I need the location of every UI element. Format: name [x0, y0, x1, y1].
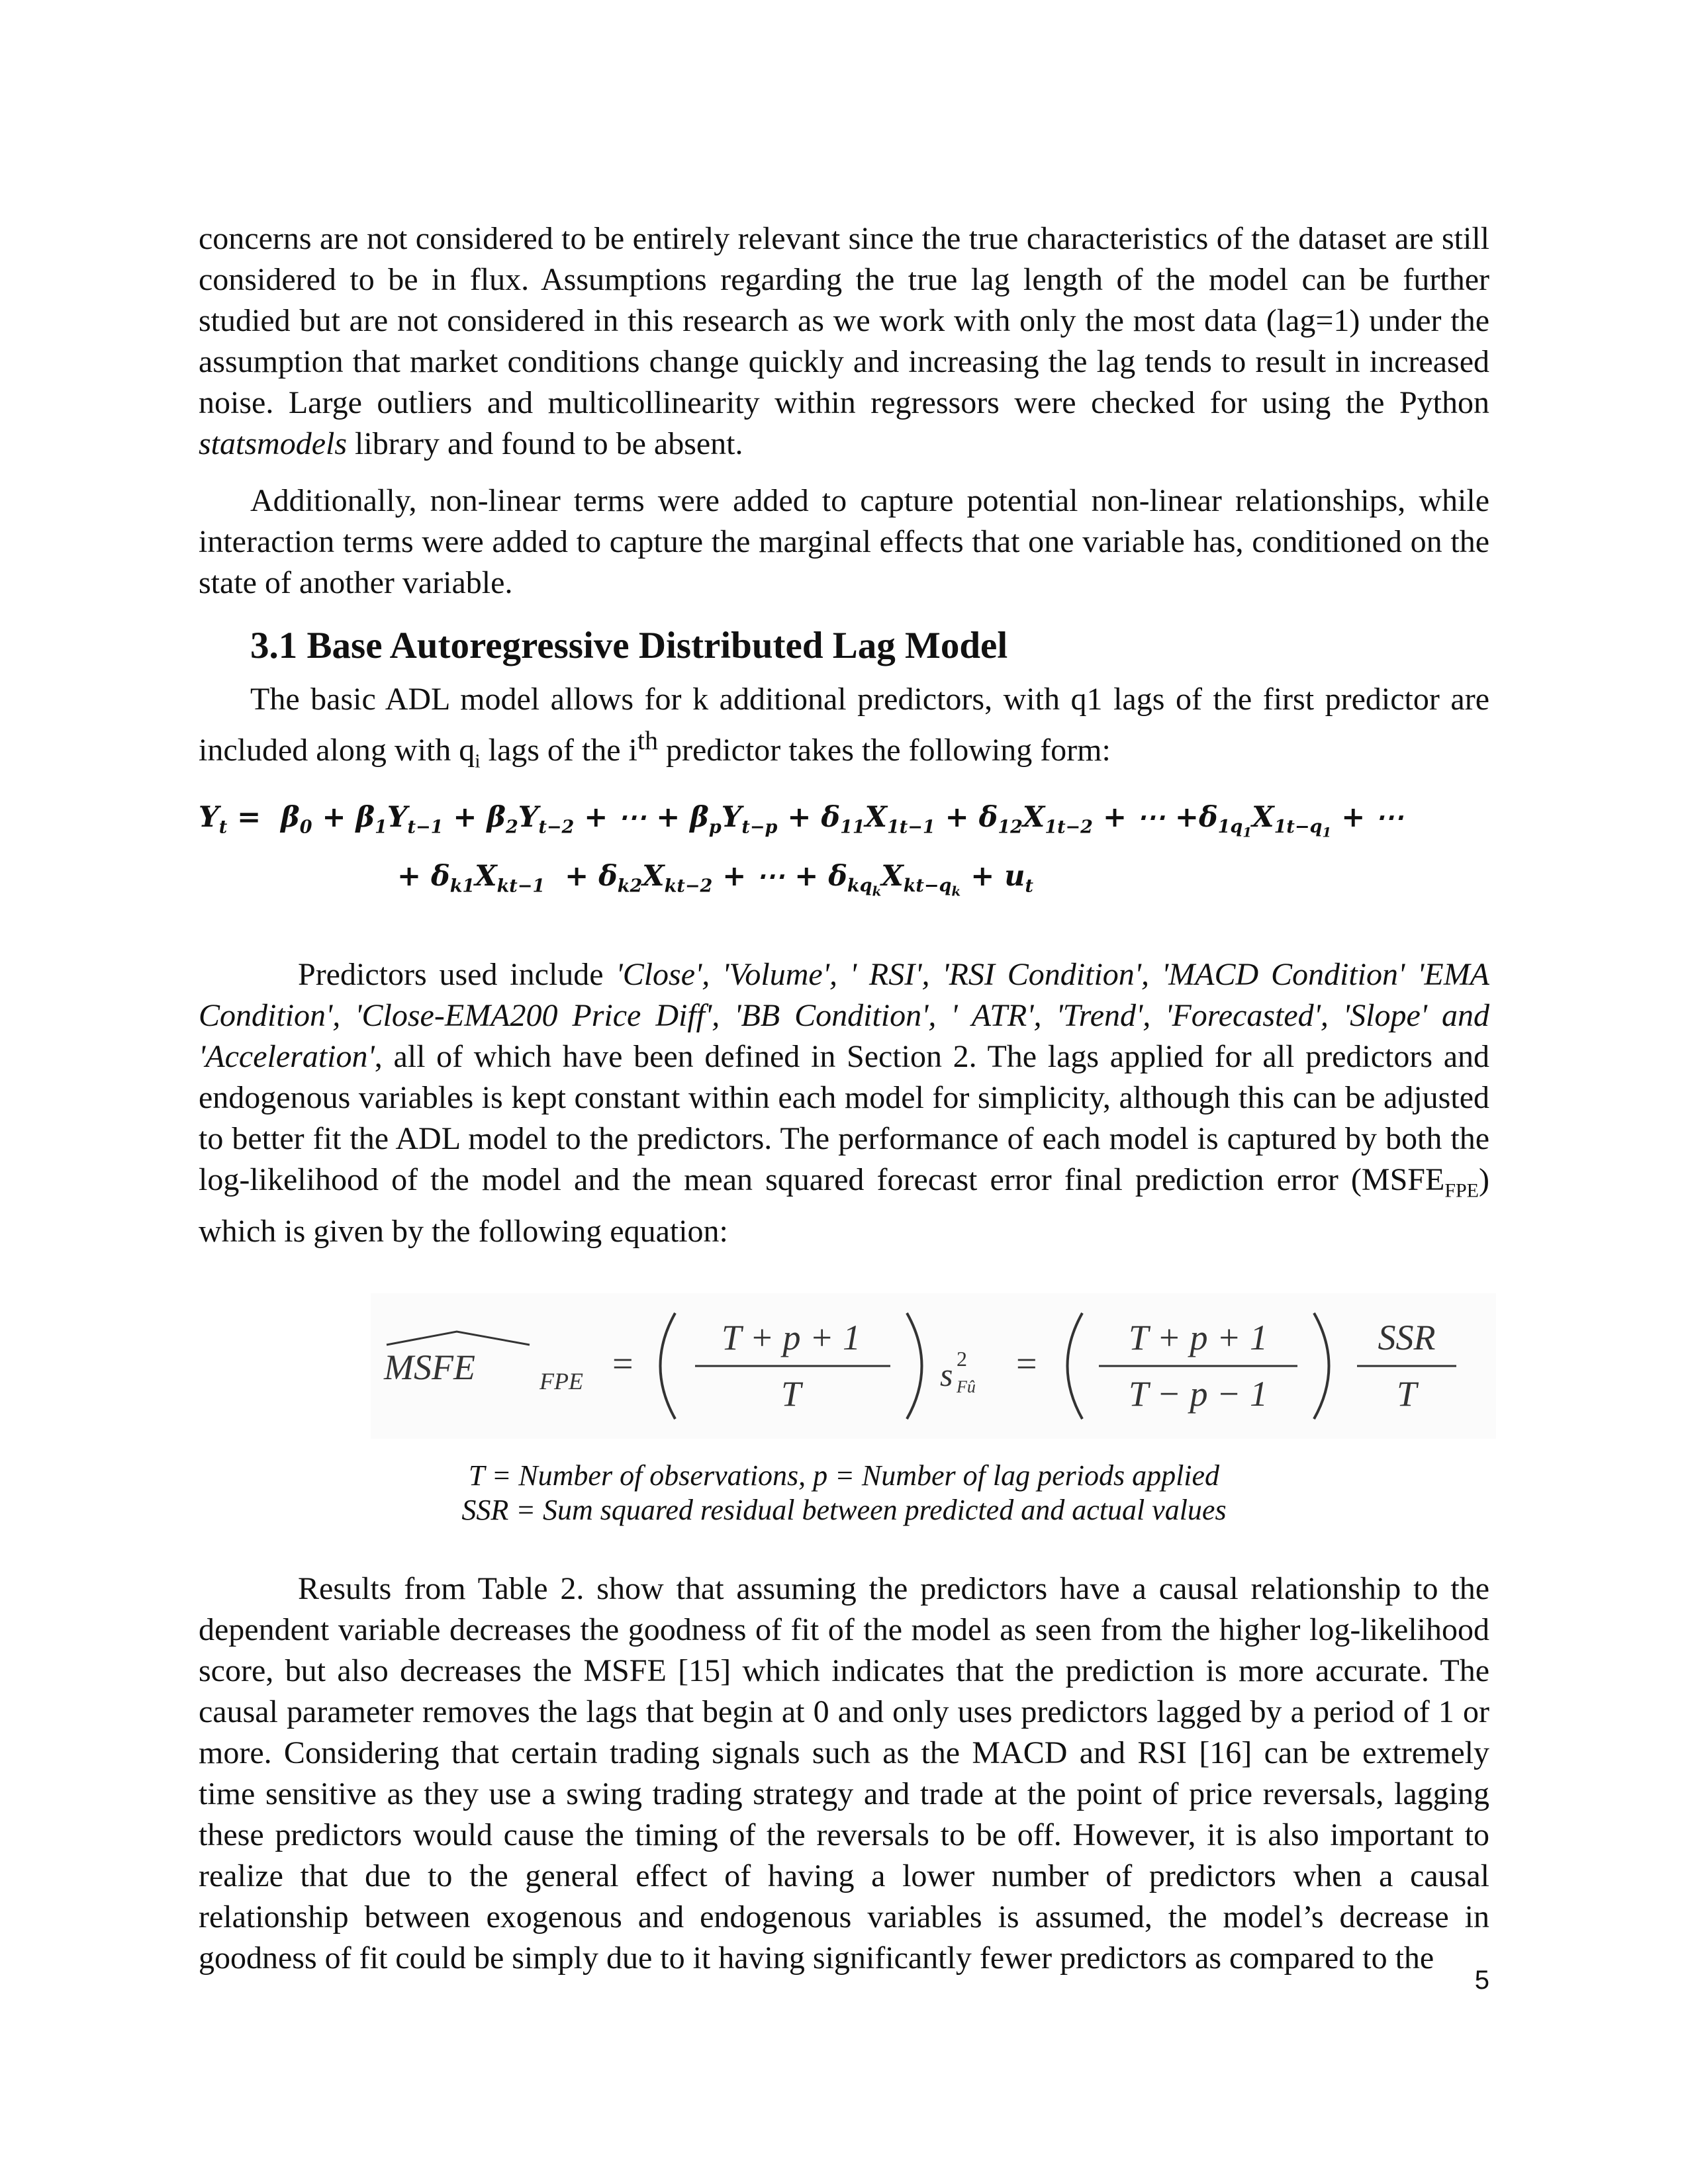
msfe-num1: T + p + 1: [722, 1318, 861, 1358]
paragraph-lag-assumptions: concerns are not considered to be entirely relevant since the true characteristics of the dataset are still considered to be in flux. Assumptions regarding the true lag length of the model can be further studied but are not considered in this research as we work with only the most data (lag=1) under the assumption that market conditions change quickly and increasing the lag tends to result in increased noise. Large outliers and multicollinearity within regressors were checked for using the Python statsmodels library and found to be absent.: [199, 221, 1489, 461]
msfe-den2: T − p − 1: [1129, 1374, 1268, 1414]
msfe-hat: [387, 1332, 530, 1345]
msfe-equation: [371, 1293, 1496, 1439]
paragraph-results: Results from Table 2. show that assuming the predictors have a causal relationship to the dependent variable decreases the goodness of fit of the model as seen from the higher log-likelihood score, but also decreases the MSFE [15] which indicates that the prediction is more accurate. The causal parameter removes the lags that begin at 0 and only uses predictors lagged by a period of 1 or more. Considering that certain trading signals such as the MACD and RSI [16] can be extremely time sensitive as they use a swing trading strategy and trade at the point of price reversals, lagging these predictors would cause the timing of the reversals to be off. However, it is also important to realize that due to the general effect of having a lower number of predictors when a causal relationship between exogenous and endogenous variables is assumed, the model’s decrease in goodness of fit could be simply due to it having significantly fewer predictors as compared to the: [199, 1571, 1489, 1976]
predictor-list: 'Close', 'Volume', ' RSI', 'RSI Condition', 'MACD Condition' 'EMA Condition', 'Close-EMA200 Price Diff', 'BB Condition', ' ATR', 'Trend', 'Forecasted', 'Slope' and 'Acceleration': [199, 956, 1489, 1074]
msfe-ssr: SSR: [1378, 1318, 1436, 1358]
msfe-num2: T + p + 1: [1129, 1318, 1268, 1358]
msfe-ssr-den: T: [1396, 1374, 1417, 1414]
msfe-den1: T: [780, 1374, 802, 1414]
paragraph-nonlinear-terms: Additionally, non-linear terms were added to capture potential non-linear relationships, while interaction terms were added to capture the marginal effects that one variable has, conditioned on the state of another variable.: [199, 483, 1489, 600]
paragraph-predictors: Predictors used include 'Close', 'Volume', ' RSI', 'RSI Condition', 'MACD Condition' 'EMA Condition', 'Close-EMA200 Price Diff', 'BB Condition', ' ATR', 'Trend', 'Forecasted', 'Slope' and 'Acceleration', all of which have been defined in Section 2. The lags applied for all predictors and endogenous variables is kept constant within each model for simplicity, although this can be adjusted to better fit the ADL model to the predictors. The performance of each model is captured by both the log-likelihood of the model and the mean squared forecast error final prediction error $(MSFE_{FPE})$ which is given by the following equation:: [199, 956, 1489, 1250]
equation-note-1: T = Number of observations, p = Number of lag periods applied: [468, 1459, 1220, 1492]
paragraph-adl-intro: The basic ADL model allows for k additional predictors, with q1 lags of the first predictor are included along with $q_i$ lags of the $i^{th}$ predictor takes the following form:: [199, 682, 1489, 772]
page-content: [199, 218, 1489, 1979]
msfe-lhs-sub: FPE: [539, 1368, 583, 1395]
msfe-s-sup: 2: [957, 1347, 967, 1371]
msfe-lhs: MSFE: [384, 1347, 475, 1388]
equation-note-2: SSR = Sum squared residual between predicted and actual values: [461, 1494, 1227, 1527]
section-heading: 3.1 Base Autoregressive Distributed Lag Model: [250, 625, 1008, 666]
adl-equation: $Y_t = \beta_0 + \beta_1Y_{t-1} + \beta_2Y_{t-2}$ + ⋯ + $\beta_pY_{t-p} + \delta_{11}X_{1t-1} + \delta_{12}X_{1t-2}$ + ⋯ $+\delta_{1q_1}X_{1t-q_1}$ + ⋯ + $\delta_{k1}X_{kt-1} + \delta_{k2}X_{kt-2}$ + ⋯ + $\delta_{kq_k}X_{kt-q_k} + u_t$: [199, 800, 1404, 899]
svg-text:=: =: [612, 1343, 633, 1385]
msfe-s-sub: Fû: [957, 1377, 976, 1397]
equation-notes: [199, 1459, 1489, 1527]
msfe-s: s: [940, 1356, 953, 1394]
svg-text:=: =: [1016, 1343, 1037, 1385]
statsmodels-term: statsmodels: [199, 426, 348, 461]
page-number: 5: [1474, 1966, 1489, 1995]
